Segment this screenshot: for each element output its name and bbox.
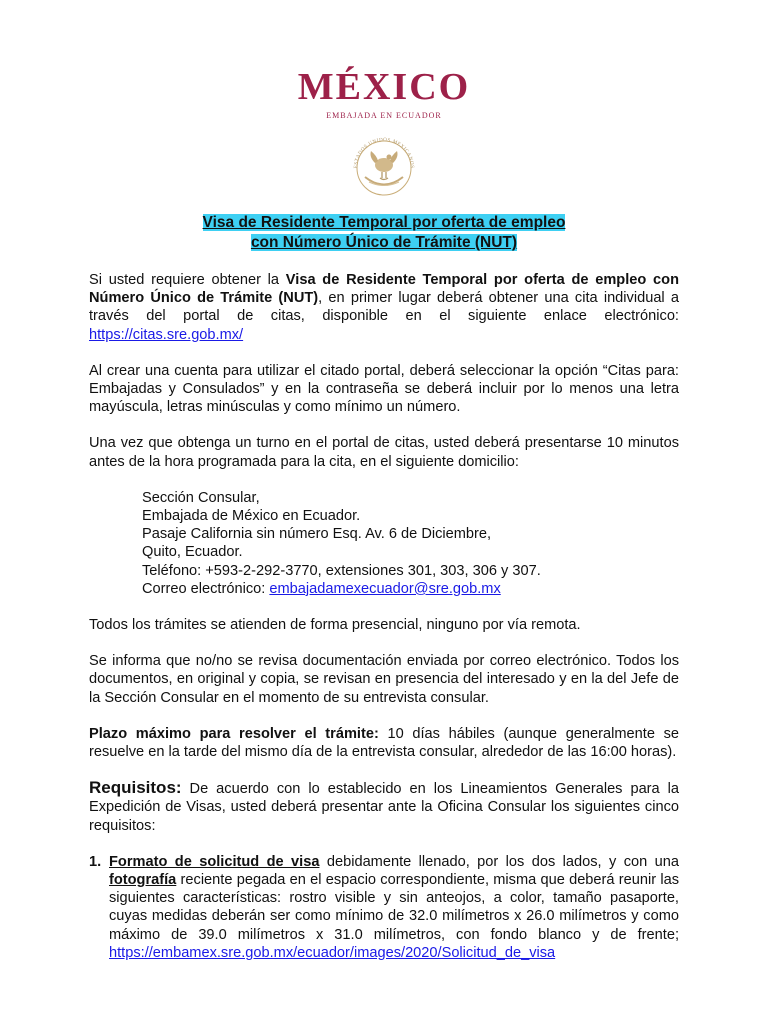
account-paragraph: Al crear una cuenta para utilizar el citado portal, deberá seleccionar la opción “Citas para: Embajadas y Consulados” y en la contraseña se deberá incluir por lo menos una letra mayúscula, letras minúsculas y como mínimo un número.: [89, 362, 679, 416]
list-item: [89, 853, 679, 962]
address-line: Quito, Ecuador.: [142, 544, 243, 561]
citas-link[interactable]: https://citas.sre.gob.mx/: [89, 326, 244, 343]
address-line: Sección Consular,: [142, 489, 260, 506]
embassy-subtitle: EMBAJADA EN ECUADOR: [326, 111, 442, 120]
requirements-paragraph: [89, 779, 679, 835]
intro-text-2: , en primer lugar deberá obtener una cita individual a través del portal de citas, disponible en el siguiente enlace electrónico:: [89, 290, 679, 325]
appointment-paragraph: Una vez que obtenga un turno en el portal de citas, usted deberá presentarse 10 minutos antes de la hora programada para la cita, en el siguiente domicilio:: [89, 435, 679, 470]
phone-line: Teléfono: +593-2-292-3770, extensiones 301, 303, 306 y 307.: [142, 562, 541, 579]
item-text-2: reciente pegada en el espacio correspondiente, misma que deberá reunir las siguientes características: rostro visible y sin anteojos, a color, tamaño pasaporte, cuyas medidas deberán ser como mínimo de 32.0 milímetros x 26.0 milímetros y como máximo de 39.0 milímetros x 31.0 milímetros, con fondo blanco y de frente;: [109, 872, 679, 943]
requirements-heading: Requisitos:: [89, 778, 182, 798]
seal-text: ESTADOS UNIDOS MEXICANOS: [353, 137, 415, 169]
visa-form-link[interactable]: https://embamex.sre.gob.mx/ecuador/images/2020/Solicitud_de_visa: [109, 944, 556, 961]
email-link[interactable]: embajadamexecuador@sre.gob.mx: [269, 580, 501, 597]
title-line-1: Visa de Residente Temporal por oferta de empleo: [202, 214, 566, 231]
address-line: Pasaje California sin número Esq. Av. 6 de Diciembre,: [142, 526, 492, 543]
document-title: [0, 213, 768, 253]
item-text: debidamente llenado, por los dos lados, y con una: [319, 853, 679, 870]
document-body: [89, 271, 679, 962]
intro-text: Si usted requiere obtener la: [89, 272, 286, 288]
documents-paragraph: Se informa que no/no se revisa documentación enviada por correo electrónico. Todos los documentos, en original y copia, se revisan en presencia del interesado y en la del Jefe de la Sección Consular en el momento de su entrevista consular.: [89, 653, 679, 706]
list-item-number: 1.: [89, 853, 102, 870]
in-person-paragraph: Todos los trámites se atienden de forma presencial, ninguno por vía remota.: [89, 617, 581, 634]
visa-name: Visa de Residente Temporal por oferta de empleo con Número Único de Trámite (NUT): [89, 272, 679, 307]
list-item-text: [109, 853, 679, 962]
mexico-logo: MÉXICO: [297, 66, 471, 108]
deadline-paragraph: [89, 725, 679, 761]
title-line-2: con Número Único de Trámite (NUT): [250, 234, 518, 251]
address-block: [142, 489, 679, 598]
form-label: Formato de solicitud de visa: [109, 853, 320, 870]
intro-paragraph: [89, 271, 679, 344]
letterhead: [0, 0, 768, 210]
deadline-text: 10 días hábiles (aunque generalmente se resuelve en la tarde del mismo día de la entrevista consular, alrededor de las 16:00 horas).: [89, 725, 679, 761]
photo-label: fotografía: [109, 872, 177, 889]
email-label: Correo electrónico:: [142, 580, 270, 597]
deadline-label: Plazo máximo para resolver el trámite:: [89, 725, 379, 742]
address-line: Embajada de México en Ecuador.: [142, 508, 361, 525]
email-line: [142, 580, 679, 598]
requirements-text: De acuerdo con lo establecido en los Lineamientos Generales para la Expedición de Visas, usted deberá presentar ante la Oficina Consular los siguientes cinco requisitos:: [89, 781, 679, 834]
coat-of-arms-seal-icon: [345, 132, 423, 198]
